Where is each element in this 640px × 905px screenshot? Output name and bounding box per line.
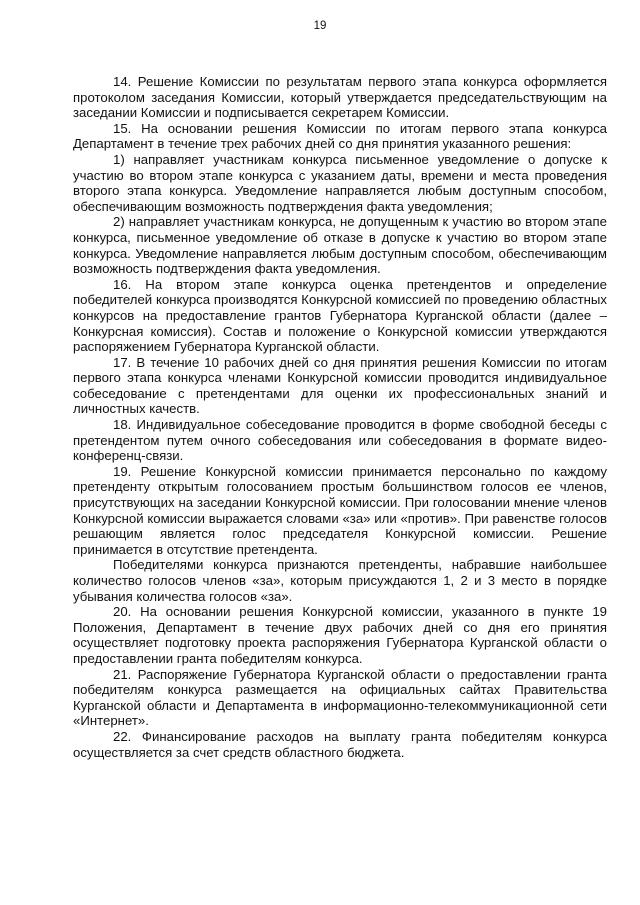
paragraph-15-item-2: 2) направляет участникам конкурса, не допущенным к участию во втором этапе конкурса, письменное уведомление об отказе в допуске к участию во втором этапе конкурса. Уведомление направляется любым доступным способом, обеспечивающим возможность подтверждения факта уведомления.	[73, 214, 607, 277]
paragraph-22: 22. Финансирование расходов на выплату гранта победителям конкурса осуществляется за счет средств областного бюджета.	[73, 728, 607, 760]
paragraph-15-item-1: 1) направляет участникам конкурса письменное уведомление о допуске к участию во втором этапе конкурса с указанием даты, времени и места проведения второго этапа конкурса. Уведомление направляется любым доступным способом, обеспечивающим возможность подтверждения факта уведомления;	[73, 151, 607, 214]
paragraph-20: 20. На основании решения Конкурсной комиссии, указанного в пункте 19 Положения, Департамент в течение двух рабочих дней со дня его принятия осуществляет подготовку проекта распоряжения Губернатора Курганской области о предоставлении гранта победителям конкурса.	[73, 604, 607, 666]
paragraph-17: 17. В течение 10 рабочих дней со дня принятия решения Комиссии по итогам первого этапа конкурса членами Конкурсной комиссии проводится индивидуальное собеседование с претендентами для оценки их профессиональных знаний и личностных качеств.	[73, 354, 607, 417]
paragraph-19-winners: Победителями конкурса признаются претенденты, набравшие наибольшее количество голосов членов «за», которым присуждаются 1, 2 и 3 место в порядке убывания количества голосов «за».	[73, 557, 607, 604]
paragraph-15: 15. На основании решения Комиссии по итогам первого этапа конкурса Департамент в течение трех рабочих дней со дня принятия указанного решения:	[73, 120, 607, 152]
document-body	[73, 74, 607, 760]
paragraph-19: 19. Решение Конкурсной комиссии принимается персонально по каждому претенденту открытым голосованием простым большинством голосов ее членов, присутствующих на заседании Конкурсной комиссии. При голосовании мнение членов Конкурсной комиссии выражается словами «за» или «против». При равенстве голосов решающим является голос председателя Конкурсной комиссии. Решение принимается в отсутствие претендента.	[73, 463, 607, 557]
paragraph-21: 21. Распоряжение Губернатора Курганской области о предоставлении гранта победителям конкурса размещается на официальных сайтах Правительства Курганской области и Департамента в информационно-телекоммуникационной сети «Интернет».	[73, 666, 607, 729]
paragraph-16: 16. На втором этапе конкурса оценка претендентов и определение победителей конкурса производятся Конкурсной комиссией по проведению областных конкурсов на предоставление грантов Губернатора Курганской области (далее – Конкурсная комиссия). Состав и положение о Конкурсной комиссии утверждаются распоряжением Губернатора Курганской области.	[73, 276, 607, 355]
page-number: 19	[313, 20, 327, 32]
paragraph-14: 14. Решение Комиссии по результатам первого этапа конкурса оформляется протоколом заседания Комиссии, который утверждается председательствующим на заседании Комиссии и подписывается секретарем Комиссии.	[73, 74, 607, 121]
paragraph-18: 18. Индивидуальное собеседование проводится в форме свободной беседы с претендентом путем очного собеседования или собеседования в формате видео-конференц-связи.	[73, 417, 607, 464]
